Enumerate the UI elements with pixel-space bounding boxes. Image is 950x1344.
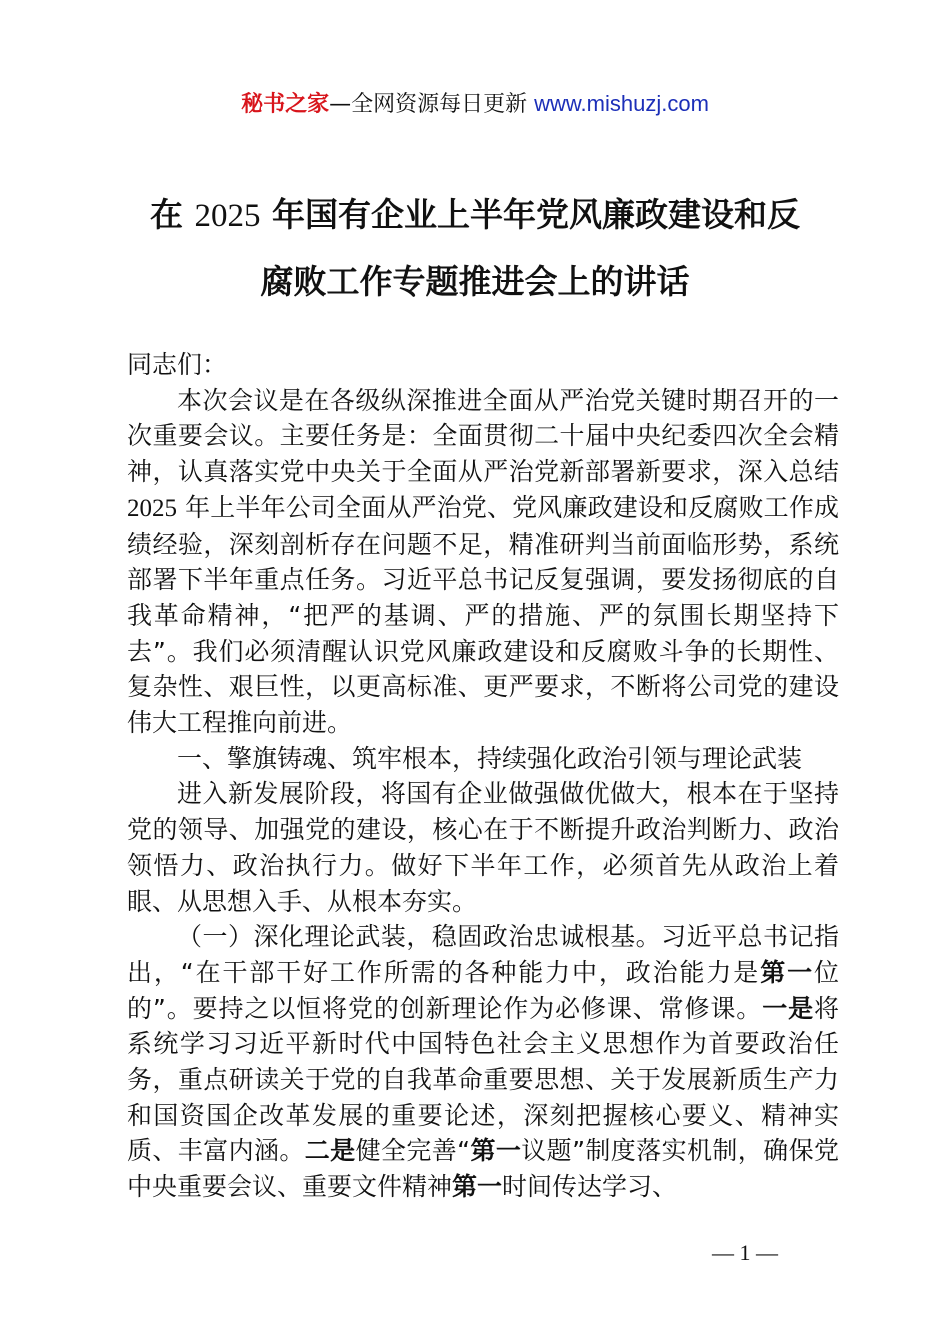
document-body (127, 347, 839, 1205)
site-header (0, 86, 950, 123)
section-heading-1: 一、擎旗铸魂、筑牢根本，持续强化政治引领与理论武装 (177, 743, 803, 773)
paragraph-intro (127, 383, 839, 741)
title-line-2: 腐败工作专题推进会上的讲话 (260, 262, 690, 301)
subsection-bold-2: 一是 (762, 993, 814, 1023)
document-title (100, 182, 850, 315)
subsection-bold-3: 二是 (304, 1136, 356, 1166)
title-text-b: 年国有企业上半年党风廉政建设和反 (260, 195, 800, 234)
subsection-bold-1: 第一 (760, 957, 814, 987)
page-number: — 1 — (712, 1240, 778, 1265)
subsection-text-f: 时间传达学习、 (502, 1172, 678, 1202)
subsection-bold-4: 第一 (470, 1136, 522, 1166)
title-line-1 (100, 182, 850, 249)
paragraph-section-1: 进入新发展阶段，将国有企业做强做优做大，根本在于坚持党的领导、加强党的建设，核心在于不断提升政治判断力、政治领悟力、政治执行力。做好下半年工作，必须首先从政治上着眼、从思想入手、从根本夯实。 (127, 779, 839, 916)
salutation: 同志们： (127, 350, 228, 379)
subsection-bold-5: 第一 (452, 1172, 503, 1202)
paragraph-intro-year: 2025 (127, 494, 177, 522)
subsection-text-b: 位的”。要持之以恒将党的创新理论作为必修课、常修课。 (127, 957, 839, 1023)
paragraph-intro-text-a: 本次会议是在各级纵深推进全面从严治党关键时期召开的一次重要会议。主要任务是：全面贯彻二十届中央纪委四次全会精神，认真落实党中央关于全面从严治党新部署新要求，深入总结 (127, 385, 839, 487)
subsection-text-a: （一）深化理论武装，稳固政治忠诚根基。习近平总书记指出，“在干部干好工作所需的各种能力中，政治能力是 (127, 922, 839, 987)
subsection-text-d: 健全完善“ (355, 1136, 471, 1166)
subsection-text-e: 议题”制度落实机制，确保党中央重要会议、重要文件精神 (127, 1136, 839, 1202)
site-brand: 秘书之家 (241, 92, 330, 117)
paragraph-subsection-1 (127, 919, 839, 1205)
subsection-text-c: 将系统学习习近平新时代中国特色社会主义思想作为首要政治任务，重点研读关于党的自我革命重要思想、关于发展新质生产力和国资国企改革发展的重要论述，深刻把握核心要义、精神实质、丰富内涵。 (127, 993, 839, 1166)
site-slogan: —全网资源每日更新 (329, 92, 535, 117)
title-year: 2025 (194, 198, 261, 234)
paragraph-intro-text-b: 年上半年公司全面从严治党、党风廉政建设和反腐败工作成绩经验，深刻剖析存在问题不足，精准研判当前面临形势，系统部署下半年重点任务。习近平总书记反复强调，要发扬彻底的自我革命精神，“把严的基调、严的措施、严的氛围长期坚持下去”。我们必须清醒认识党风廉政建设和反腐败斗争的长期性、复杂性、艰巨性，以更高标准、更严要求，不断将公司党的建设伟大工程推向前进。 (127, 492, 839, 738)
site-url-link[interactable]: www.mishuzj.com (534, 91, 709, 116)
title-text-a: 在 (150, 195, 195, 234)
